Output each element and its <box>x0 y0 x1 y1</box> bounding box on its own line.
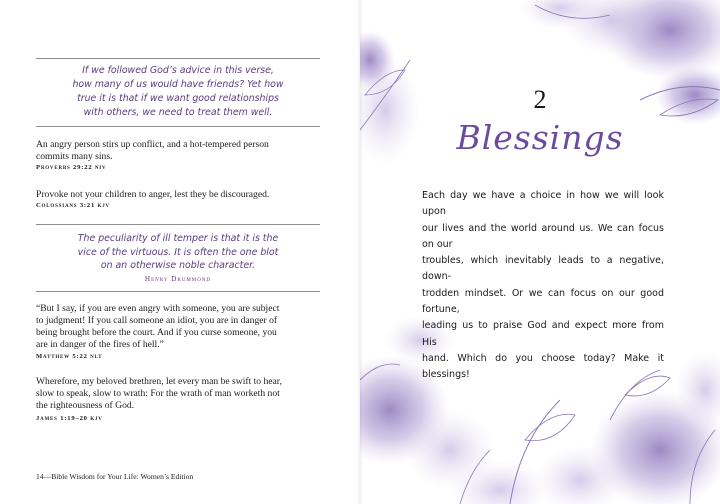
quote-line: on an otherwise noble character. <box>100 260 256 271</box>
paragraph-line: trodden mindset. Or we can focus on our good fortune, <box>422 287 664 316</box>
chapter-intro-paragraph <box>422 188 664 384</box>
quote-line: The peculiarity of ill temper is that it is the <box>77 233 279 244</box>
scripture-verse <box>36 376 320 412</box>
quote-line: how many of us would have friends? Yet how <box>72 79 284 90</box>
verse-line: are in danger of the fires of hell.” <box>36 339 164 350</box>
quote-line: true it is that if we want good relationships <box>77 93 279 104</box>
devotional-quote <box>36 64 320 120</box>
verse-line: Provoke not your children to anger, lest they be discouraged. <box>36 189 270 200</box>
author-quote <box>36 232 320 273</box>
divider-rule <box>36 58 320 59</box>
verse-line: slow to speak, slow to wrath: For the wrath of man worketh not <box>36 388 280 399</box>
chapter-title: Blessings <box>456 118 624 157</box>
divider-rule <box>36 224 320 225</box>
book-gutter <box>357 0 363 504</box>
quote-line: vice of the virtuous. It is often the one blot <box>77 246 279 258</box>
verse-line: being brought before the court. And if you curse someone, you <box>36 327 277 338</box>
verse-line: commits many sins. <box>36 151 113 162</box>
divider-rule <box>36 126 320 127</box>
scripture-reference: Matthew 5:22 nlt <box>36 353 103 360</box>
scripture-reference: Proverbs 29:22 niv <box>36 164 107 171</box>
quote-line: If we followed God’s advice in this verse, <box>82 65 274 76</box>
paragraph-line: our lives and the world around us. We can focus on our <box>422 222 664 250</box>
quote-line: with others, we need to treat them well. <box>83 107 273 118</box>
paragraph-line: troubles, which inevitably leads to a negative, down- <box>422 255 664 283</box>
paragraph-line: hand. Which do you choose today? Make it blessings! <box>422 352 664 381</box>
verse-line: An angry person stirs up conflict, and a hot-tempered person <box>36 139 269 150</box>
scripture-verse <box>36 303 320 351</box>
scripture-verse <box>36 139 320 163</box>
chapter-number: 2 <box>533 85 547 114</box>
scripture-verse <box>36 189 320 201</box>
divider-rule <box>36 291 320 292</box>
verse-line: “But I say, if you are even angry with someone, you are subject <box>36 303 280 314</box>
scripture-reference: Colossians 3:21 kjv <box>36 202 110 209</box>
quote-author: Henry Drummond <box>144 275 212 283</box>
paragraph-line: leading us to praise God and expect more from His <box>422 320 664 348</box>
verse-line: the righteousness of God. <box>36 400 135 411</box>
paragraph-line: Each day we have a choice in how we will look upon <box>422 190 664 218</box>
verse-line: to judgment! If you call someone an idiot, you are in danger of <box>36 315 278 326</box>
verse-line: Wherefore, my beloved brethren, let every man be swift to hear, <box>36 376 283 387</box>
right-page <box>360 0 720 504</box>
scripture-reference: James 1:19–20 kjv <box>36 415 103 422</box>
page-footer: 14—Bible Wisdom for Your Life: Women’s Edition <box>36 472 194 481</box>
